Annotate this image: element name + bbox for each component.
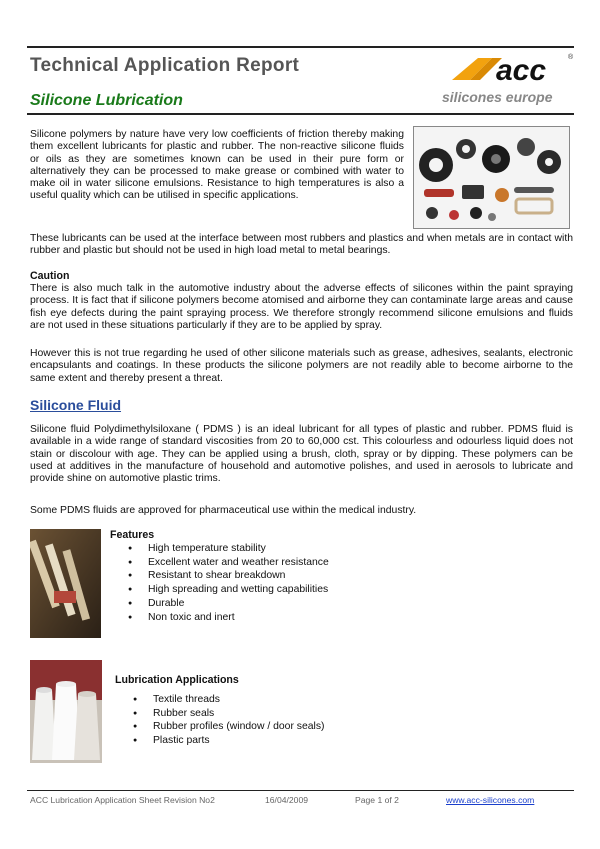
intro-paragraph-1: Silicone polymers by nature have very low coefficients of friction thereby making them excellent lubricants for plastic and rubber. The non-reactive silicone fluids or oils as they are sometimes known can be used in their pure form or alternatively they can be processed to make grease or combined with water to make oil in water silicone emulsions. Resistance to high temperatures is also a useful quality which can be utilised in specific applications. <box>30 129 404 202</box>
applications-heading: Lubrication Applications <box>115 674 239 686</box>
footer-date: 16/04/2009 <box>265 795 309 805</box>
list-item: ● Non toxic and inert <box>128 611 329 625</box>
acc-logo <box>440 50 575 112</box>
list-item: ● Resistant to shear breakdown <box>128 569 329 583</box>
intro-paragraph-2: These lubricants can be used at the interface between most rubbers and plastics and when metals are in contact with rubber and plastic but should not be used in high load metal to metal bearings. <box>30 233 573 257</box>
textile-threads-photo <box>30 660 102 763</box>
list-item: ● Excellent water and weather resistance <box>128 556 329 570</box>
list-item: ● High temperature stability <box>128 542 329 556</box>
header-rule <box>27 46 574 48</box>
silicone-fluid-paragraph-1: Silicone fluid Polydimethylsiloxane ( PDMS ) is an ideal lubricant for all types of plastic and rubber. PDMS fluid is available in a wide range of standard viscosities from 20 to 60,000 cst. This colourless and odourless liquid does not stain or discolour with age. They can be applied using a brush, cloth, spray or by dipping. These polymers can be used at additives in the manufacture of household and automotive polishes, and used in aerosols to lubricate and provide shine on automotive plastic trims. <box>30 424 573 485</box>
silicone-fluid-paragraph-2: Some PDMS fluids are approved for pharmaceutical use within the medical industry. <box>30 505 417 516</box>
list-item: ● Plastic parts <box>133 734 325 748</box>
fluid-tubes-photo <box>30 529 101 638</box>
silicone-fluid-heading: Silicone Fluid <box>30 397 122 413</box>
list-item: ● High spreading and wetting capabilities <box>128 583 329 597</box>
subtitle-rule <box>27 113 574 115</box>
applications-list <box>133 693 325 748</box>
list-item: ● Rubber seals <box>133 707 325 721</box>
list-item: ● Rubber profiles (window / door seals) <box>133 720 325 734</box>
document-title: Technical Application Report <box>30 55 300 76</box>
list-item: ● Textile threads <box>133 693 325 707</box>
logo-brand: acc <box>496 54 547 87</box>
caution-paragraph-1: There is also much talk in the automotive industry about the adverse effects of silicones within the paint spraying process. It is fact that if silicone polymers become atomised and airborne they can contaminate large areas and cause fish eye defects during the paint spraying process. We therefore strongly recommend silicone emulsions and fluids are not used in these situations particularly if they are to be applied by spray. <box>30 283 573 331</box>
registered-mark: ® <box>568 54 574 61</box>
document-subtitle: Silicone Lubrication <box>30 92 183 109</box>
caution-paragraph-2: However this is not true regarding he used of other silicone materials such as grease, adhesives, sealants, electronic encapsulants and coatings. In these products the silicone polymers are not readily able to become airborne to the same extent and thereby present a threat. <box>30 348 573 384</box>
list-item: ● Durable <box>128 597 329 611</box>
features-list <box>128 542 329 624</box>
footer-page-number: Page 1 of 2 <box>355 795 399 805</box>
features-heading: Features <box>110 529 155 541</box>
logo-tagline: silicones europe <box>442 89 553 105</box>
footer-website-link[interactable]: www.acc-silicones.com <box>446 795 535 805</box>
footer-rule <box>27 790 574 791</box>
footer-doc-name: ACC Lubrication Application Sheet Revision No2 <box>30 795 215 805</box>
rubber-parts-photo <box>413 126 570 229</box>
caution-heading: Caution <box>30 270 70 282</box>
